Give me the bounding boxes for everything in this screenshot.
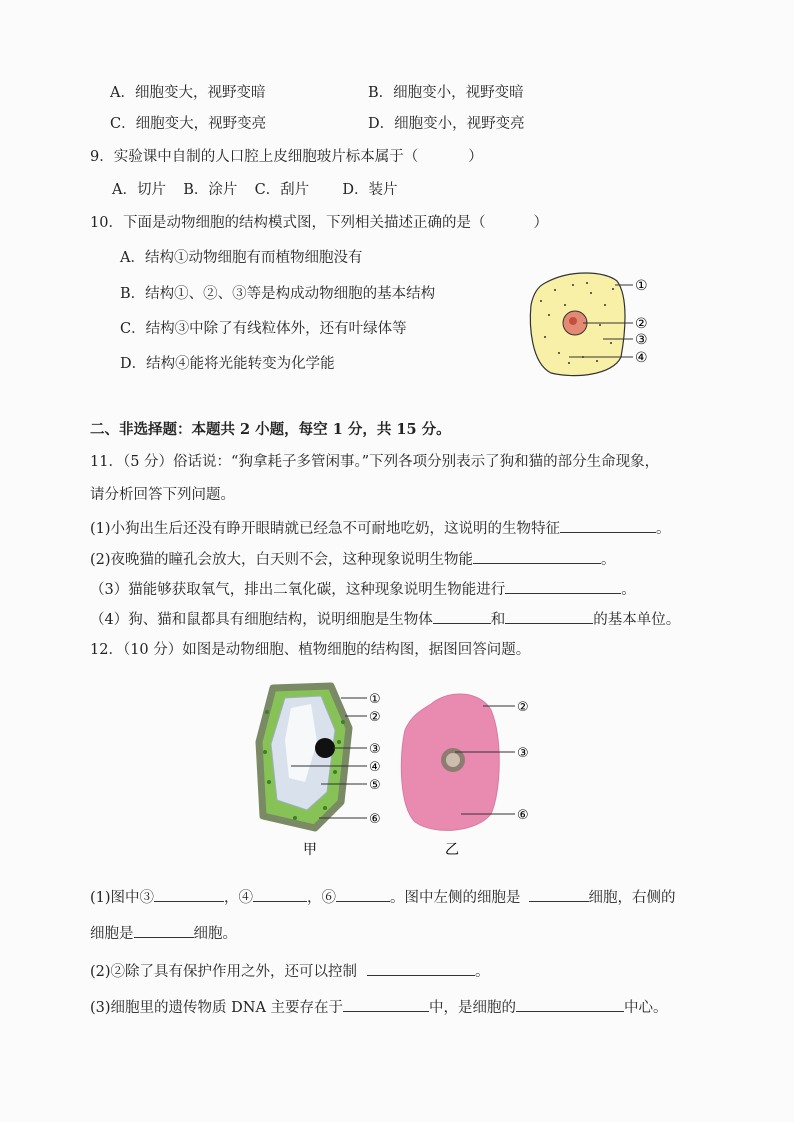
q12-part-1-a: (1)图中③ (90, 890, 155, 906)
q10-stem-text: 10．下面是动物细胞的结构模式图，下列相关描述正确的是（ (90, 215, 486, 231)
plant-label-5: ⑤ (369, 778, 381, 793)
q12-answer-6-blank[interactable] (336, 886, 390, 902)
q9-close-paren: ） (468, 149, 483, 165)
q12-part-1-e: 细胞，右侧的 (588, 890, 676, 906)
q11-part-1-end: 。 (656, 521, 671, 537)
q10-stem (90, 213, 548, 233)
q12-answer-left-cell-blank[interactable] (529, 886, 589, 902)
q10-option-b: B．结构①、②、③等是构成动物细胞的基本结构 (120, 286, 436, 302)
q11-part-3 (90, 578, 636, 600)
q12-part-1-b: ，④ (224, 890, 254, 906)
q9-stem (90, 147, 483, 167)
pink-animal-cell-figure (401, 694, 528, 830)
q12-answer-center-blank[interactable] (516, 996, 624, 1012)
q12-answer-right-cell-blank[interactable] (134, 922, 194, 938)
animal-label-3: ③ (635, 332, 648, 348)
q10-option-a: A．结构①动物细胞有而植物细胞没有 (120, 250, 363, 266)
animal-label-1: ① (635, 278, 648, 294)
q11-answer-3-blank[interactable] (505, 578, 621, 594)
q11-part-2-text: (2)夜晚猫的瞳孔会放大，白天则不会，这种现象说明生物能 (90, 552, 474, 568)
q12-part-1-c: ，⑥ (307, 890, 337, 906)
q10-animal-cell-figure (525, 265, 665, 385)
plant-label-6: ⑥ (369, 812, 381, 827)
q11-answer-4b-blank[interactable] (505, 608, 593, 624)
q11-stem-2: 请分析回答下列问题。 (90, 487, 235, 503)
caption-yi: 乙 (445, 842, 459, 858)
q10-option-c: C．结构③中除了有线粒体外，还有叶绿体等 (120, 321, 407, 337)
q11-answer-4a-blank[interactable] (433, 608, 491, 624)
q12-part-1 (90, 886, 676, 908)
q8-option-c: C．细胞变大，视野变亮 (110, 116, 267, 132)
q11-part-2 (90, 548, 616, 570)
q11-answer-1-blank[interactable] (560, 517, 656, 533)
section2-heading: 二、非选择题：本题共 2 小题，每空 1 分，共 15 分。 (90, 421, 451, 438)
q11-part-4-text-b: 和 (490, 612, 506, 628)
q11-part-4-text-c: 的基本单位。 (593, 612, 681, 628)
q11-part-3-text: （3）猫能够获取氧气，排出二氧化碳，这种现象说明生物能进行 (90, 582, 506, 598)
q12-part-1-d: 。图中左侧的细胞是 (390, 890, 521, 906)
q11-part-4 (90, 608, 680, 630)
caption-jia: 甲 (303, 842, 317, 858)
q11-part-1 (90, 517, 671, 539)
q12-part-3-a: (3)细胞里的遗传物质 DNA 主要存在于 (90, 1000, 344, 1016)
q9-options (112, 180, 398, 200)
q12-answer-dna-location-blank[interactable] (343, 996, 429, 1012)
plant-cell-figure (259, 686, 381, 828)
pink-label-2: ② (517, 700, 529, 715)
q9-option-a: A．切片 (112, 182, 166, 198)
q12-part-2 (90, 960, 490, 982)
animal-label-4: ④ (635, 350, 648, 366)
q10-option-d: D．结构④能将光能转变为化学能 (120, 356, 335, 372)
q10-close-paren: ） (533, 215, 548, 231)
plant-label-1: ① (369, 692, 381, 707)
q12-part-1-cont (90, 922, 237, 944)
q8-option-a: A．细胞变大，视野变暗 (110, 85, 266, 101)
q12-part-3-c: 中心。 (624, 1000, 668, 1016)
q8-option-d: D．细胞变小，视野变亮 (368, 116, 525, 132)
q9-stem-text: 9．实验课中自制的人口腔上皮细胞玻片标本属于（ (90, 149, 419, 165)
plant-label-3: ③ (369, 742, 381, 757)
q12-part-2-text: (2)②除了具有保护作用之外，还可以控制 (90, 964, 358, 980)
q11-part-2-end: 。 (601, 552, 616, 568)
q12-answer-3-blank[interactable] (154, 886, 224, 902)
q11-part-1-text: (1)小狗出生后还没有睁开眼睛就已经急不可耐地吃奶，这说明的生物特征 (90, 521, 561, 537)
q12-part-3 (90, 996, 668, 1018)
q11-stem-1: 11．（5 分）俗话说：“狗拿耗子多管闲事。”下列各项分别表示了狗和猫的部分生命现象， (90, 454, 660, 470)
q9-option-b: B．涂片 (183, 182, 238, 198)
q8-option-b: B．细胞变小，视野变暗 (368, 85, 524, 101)
q12-part-3-b: 中，是细胞的 (429, 1000, 517, 1016)
q11-part-4-text-a: （4）狗、猫和鼠都具有细胞结构，说明细胞是生物体 (90, 612, 433, 628)
animal-label-2: ② (635, 316, 648, 332)
plant-label-4: ④ (369, 760, 381, 775)
q11-part-3-end: 。 (621, 582, 636, 598)
q12-cell-figure (255, 682, 545, 862)
q9-option-d: D．装片 (342, 182, 398, 198)
q12-answer-4-blank[interactable] (253, 886, 307, 902)
pink-label-3: ③ (517, 746, 529, 761)
pink-label-6: ⑥ (517, 808, 529, 823)
q12-part-1-g: 细胞。 (193, 926, 237, 942)
q11-answer-2-blank[interactable] (473, 548, 601, 564)
q12-part-1-f: 细胞是 (90, 926, 134, 942)
q12-part-2-end: 。 (475, 964, 490, 980)
q12-stem: 12．（10 分）如图是动物细胞、植物细胞的结构图，据图回答问题。 (90, 642, 531, 658)
q12-answer-control-blank[interactable] (367, 960, 475, 976)
q9-option-c: C．刮片 (254, 182, 310, 198)
plant-label-2: ② (369, 710, 381, 725)
